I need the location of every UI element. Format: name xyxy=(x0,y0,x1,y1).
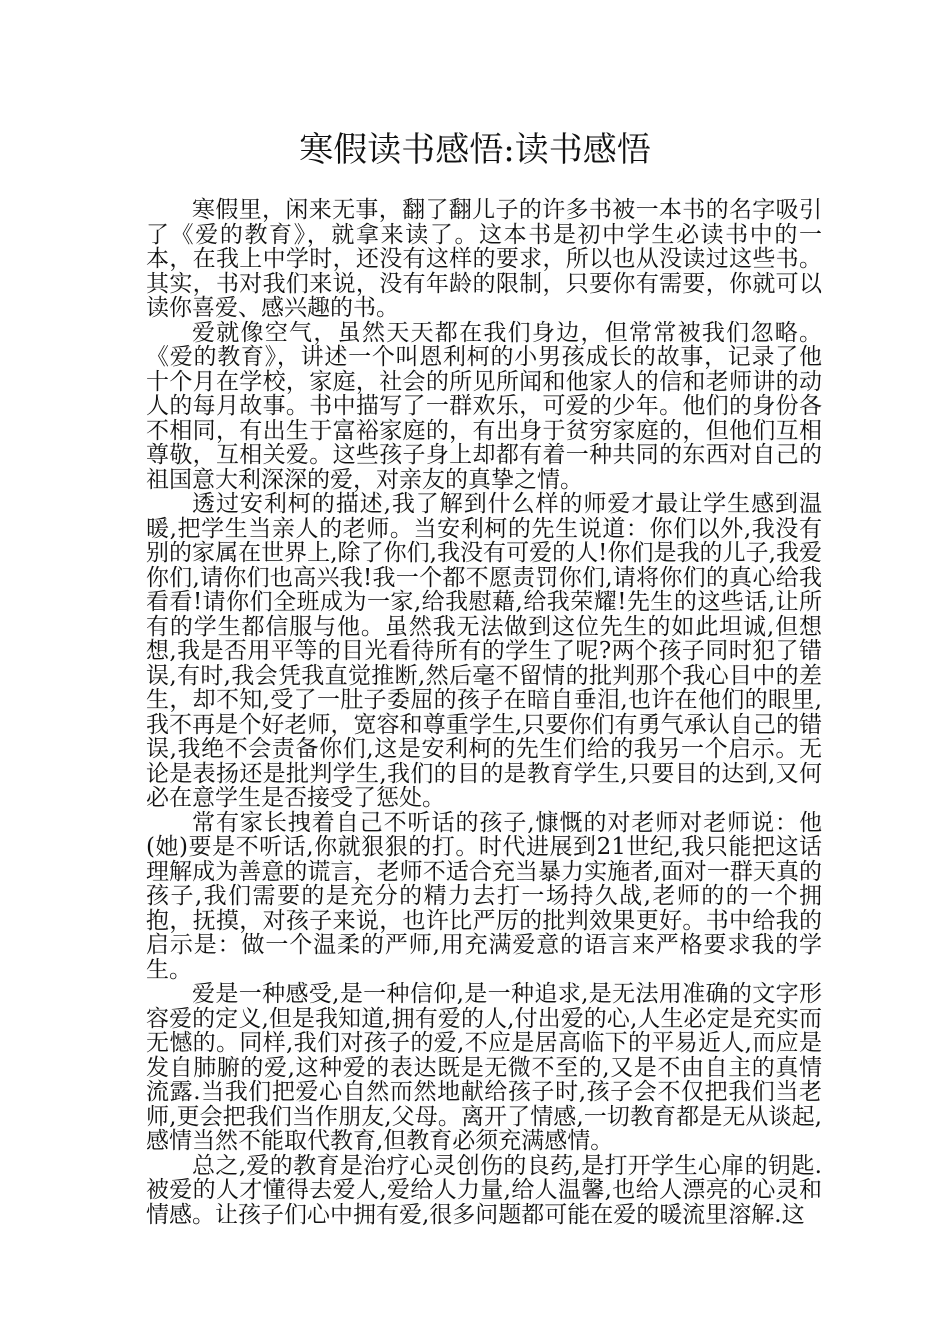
paragraph-5: 爱是一种感受,是一种信仰,是一种追求,是无法用准确的文字形容爱的定义,但是我知道,拥有爱的人,付出爱的心,人生必定是充实而无憾的。同样,我们对孩子的爱,不应是居高临下的平易近人,而应是发自肺腑的爱,这种爱的表达既是无微不至的,又是不由自主的真情流露.当我们把爱心自然而然地献给孩子时,孩子会不仅把我们当老师,更会把我们当作朋友,父母。离开了情感,一切教育都是无从谈起,感情当然不能取代教育,但教育必须充满感情。 xyxy=(146,981,822,1154)
paragraph-1: 寒假里，闲来无事，翻了翻儿子的许多书被一本书的名字吸引了《爱的教育》，就拿来读了。这本书是初中学生必读书中的一本，在我上中学时，还没有这样的要求，所以也从没读过这些书。其实，书对我们来说，没有年龄的限制，只要你有需要，你就可以读你喜爱、感兴趣的书。 xyxy=(146,197,822,321)
document-body xyxy=(146,198,822,1227)
paragraph-3: 透过安利柯的描述,我了解到什么样的师爱才最让学生感到温暖,把学生当亲人的老师。当安利柯的先生说道：你们以外,我没有别的家属在世界上,除了你们,我没有可爱的人!你们是我的儿子,我爱你们,请你们也高兴我!我一个都不愿责罚你们,请将你们的真心给我看看!请你们全班成为一家,给我慰藉,给我荣耀!先生的这些话,让所有的学生都信服与他。虽然我无法做到这位先生的如此坦诚,但想想,我是否用平等的目光看待所有的学生了呢?两个孩子同时犯了错误,有时,我会凭我直觉推断,然后毫不留情的批判那个我心目中的差生，却不知,受了一肚子委屈的孩子在暗自垂泪,也许在他们的眼里,我不再是个好老师，宽容和尊重学生,只要你们有勇气承认自己的错误,我绝不会责备你们,这是安利柯的先生们给的我另一个启示。无论是表扬还是批判学生,我们的目的是教育学生,只要目的达到,又何必在意学生是否接受了惩处。 xyxy=(146,491,822,811)
paragraph-4: 常有家长拽着自己不听话的孩子,慷慨的对老师对老师说：他(她)要是不听话,你就狠狠的打。时代进展到21世纪,我只能把这话理解成为善意的谎言，老师不适合充当暴力实施者,面对一群天真的孩子,我们需要的是充分的精力去打一场持久战,老师的的一个拥抱，抚摸，对孩子来说，也许比严厉的批判效果更好。书中给我的启示是：做一个温柔的严师,用充满爱意的语言来严格要求我的学生。 xyxy=(146,809,822,983)
paragraph-6: 总之,爱的教育是治疗心灵创伤的良药,是打开学生心扉的钥匙.被爱的人才懂得去爱人,爱给人力量,给人温馨,也给人漂亮的心灵和情感。让孩子们心中拥有爱,很多问题都可能在爱的暖流里溶解.这 xyxy=(146,1152,822,1228)
document-title: 寒假读书感悟:读书感悟 xyxy=(299,130,651,170)
paragraph-2: 爱就像空气，虽然天天都在我们身边，但常常被我们忽略。《爱的教育》，讲述一个叫恩利柯的小男孩成长的故事，记录了他十个月在学校，家庭，社会的所见所闻和他家人的信和老师讲的动人的每月故事。书中描写了一群欢乐，可爱的少年。他们的身份各不相同，有出生于富裕家庭的，有出身于贫穷家庭的，但他们互相尊敬，互相关爱。这些孩子身上却都有着一种共同的东西对自己的祖国意大利深深的爱，对亲友的真挚之情。 xyxy=(146,319,822,493)
